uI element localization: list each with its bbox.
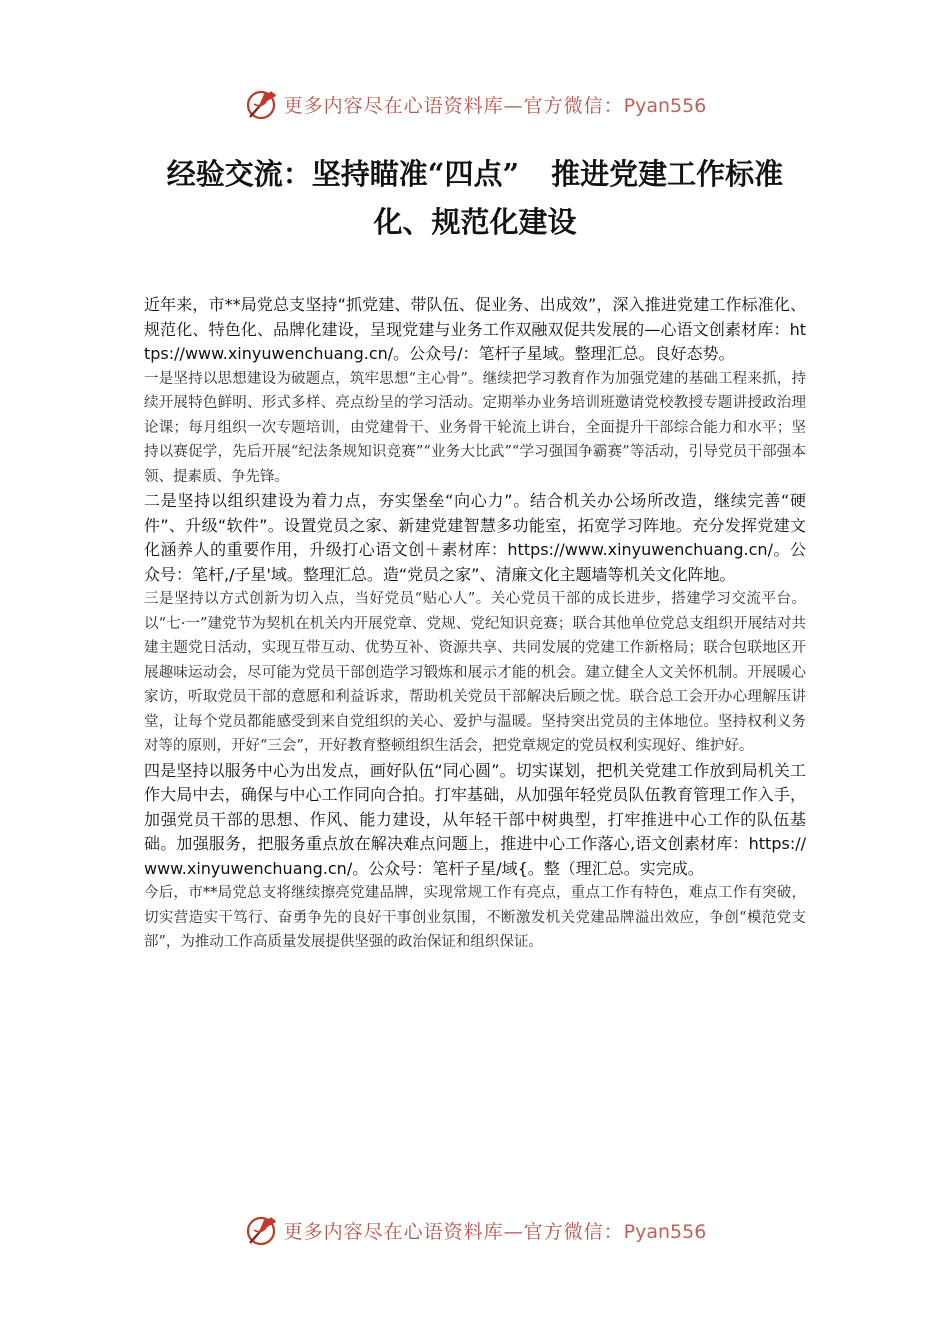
- paragraph-point-one: 一是坚持以思想建设为破题点，筑牢思想“主心骨”。继续把学习教育作为加强党建的基础工程来抓，持续开展特色鲜明、形式多样、亮点纷呈的学习活动。定期举办业务培训班邀请党校教授专题讲授政治理论课；每月组织一次专题培训，由党建骨干、业务骨干轮流上讲台，全面提升干部综合能力和水平；坚持以赛促学，先后开展“纪法条规知识竞赛”“业务大比武”“学习强国争霸赛”等活动，引导党员干部强本领、提素质、争先锋。: [144, 370, 806, 485]
- paragraph-point-four: 四是坚持以服务中心为出发点，画好队伍“同心圆”。切实谋划，把机关党建工作放到局机关工作大局中去，确保与中心工作同向合拍。打牢基础，从加强年轻党员队伍教育管理工作入手，加强党员干部的思想、作风、能力建设，从年轻干部中树典型，打牢推进中心工作的队伍基础。加强服务，把服务重点放在解决难点问题上，推进中心工作落心,语文创素材库：https://www.xinyuwenchuang.cn/。公众号：笔杆子星/域{。整（理汇总。实完成。: [144, 760, 806, 878]
- header-banner: [0, 82, 950, 126]
- title-line1-part1: 经验交流：坚持瞄准“四点”: [166, 157, 520, 191]
- paragraph-point-three: 三是坚持以方式创新为切入点，当好党员“贴心人”。关心党员干部的成长进步，搭建学习交流平台。以“七·一”建党节为契机在机关内开展党章、党规、党纪知识竞赛；联合其他单位党总支组织开展结对共建主题党日活动，实现互带互动、优势互补、资源共享、共同发展的党建工作新格局；联合包联地区开展趣味运动会，尽可能为党员干部创造学习锻炼和展示才能的机会。建立健全人文关怀机制。开展暖心家访，听取党员干部的意愿和利益诉求，帮助机关党员干部解决后顾之忧。联合总工会开办心理解压讲堂，让每个党员都能感受到来自党组织的关心、爱护与温暖。坚持突出党员的主体地位。坚持权利义务对等的原则，开好“三会”，开好教育整顿组织生活会，把党章规定的党员权利实现好、维护好。: [144, 591, 806, 754]
- quill-logo-icon: [244, 1212, 280, 1248]
- header-banner-brand: Pyan556: [623, 94, 707, 117]
- title-line2: 化、规范化建设: [373, 205, 577, 239]
- document-body: [144, 293, 806, 955]
- footer-banner-text: 更多内容尽在心语资料库—官方微信：Pyan556: [283, 1220, 707, 1243]
- title-line1-part2: 推进党建工作标准: [551, 157, 784, 191]
- document-title: [120, 150, 830, 246]
- footer-banner-brand: Pyan556: [623, 1220, 707, 1243]
- footer-banner: [0, 1208, 950, 1252]
- quill-logo-icon: [244, 86, 280, 122]
- paragraph-conclusion: 今后，市**局党总支将继续擦亮党建品牌，实现常规工作有亮点，重点工作有特色，难点工作有突破，切实营造实干笃行、奋勇争先的良好干事创业氛围，不断激发机关党建品牌溢出效应，争创“模范党支部”，为推动工作高质量发展提供坚强的政治保证和组织保证。: [144, 885, 806, 950]
- paragraph-intro: 近年来，市**局党总支坚持“抓党建、带队伍、促业务、出成效”，深入推进党建工作标准化、规范化、特色化、品牌化建设，呈现党建与业务工作双融双促共发展的—心语文创素材库：https://www.xinyuwenchuang.cn/。公众号/：笔杆子星域。整理汇总。良好态势。: [144, 295, 806, 363]
- header-banner-text: 更多内容尽在心语资料库—官方微信：Pyan556: [283, 94, 707, 117]
- paragraph-point-two: 二是坚持以组织建设为着力点，夯实堡垒“向心力”。结合机关办公场所改造，继续完善“硬件”、升级“软件”。设置党员之家、新建党建智慧多功能室，拓宽学习阵地。充分发挥党建文化涵养人的重要作用，升级打心语文创＋素材库：https://www.xinyuwenchuang.cn/。公众号：笔杆,/子星'域。整理汇总。造“党员之家”、清廉文化主题墙等机关文化阵地。: [144, 491, 806, 584]
